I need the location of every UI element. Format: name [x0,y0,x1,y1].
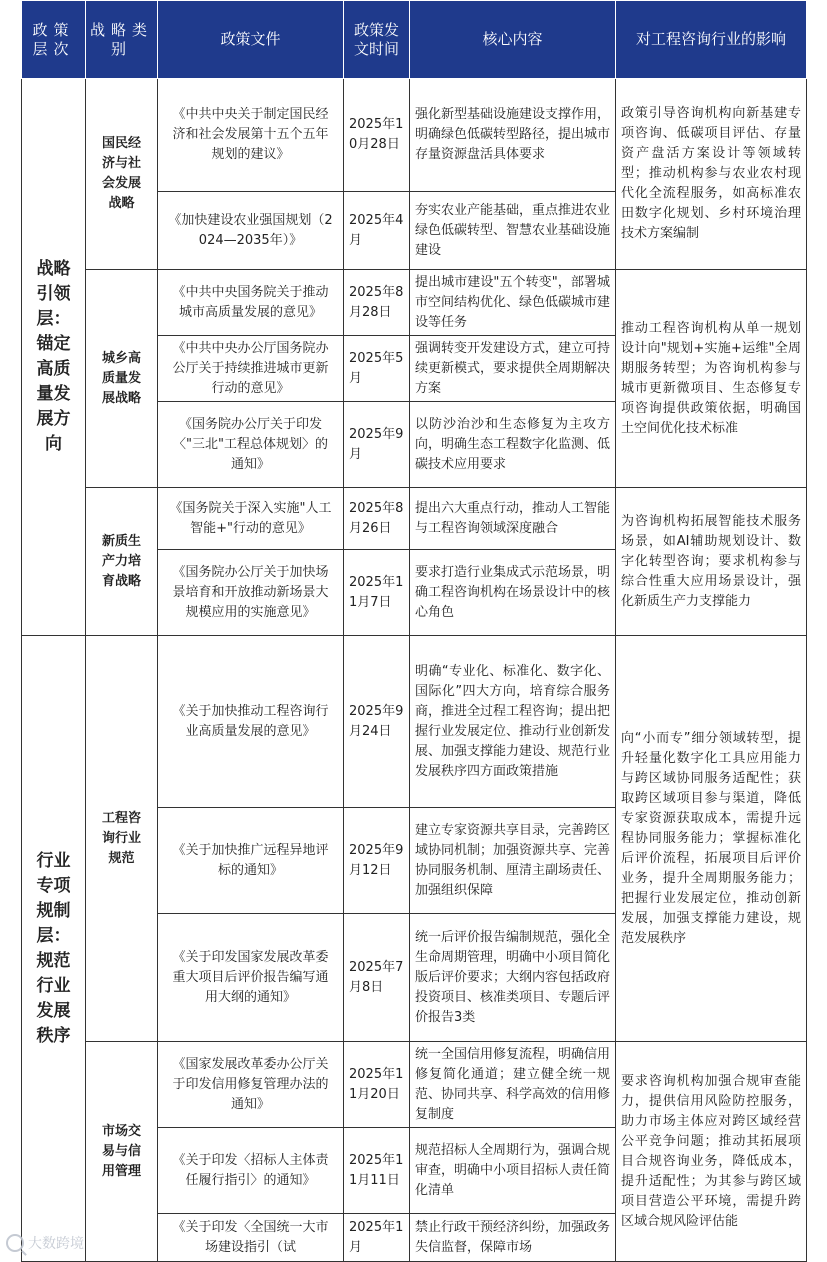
document-cell: 《关于加快推动工程咨询行业高质量发展的意见》 [158,636,344,808]
content-cell: 统一全国信用修复流程，明确信用修复简化通道；建立健全统一规范、协同共享、科学高效的信用修复制度 [410,1042,616,1128]
category-cell: 国民经济与社会发展战略 [86,79,158,270]
policy-level-cell: 战略引领层：锚定高质量发展方向 [22,79,86,636]
magnifier-logo-icon [6,1234,24,1252]
document-cell: 《关于加快推广远程异地评标的通知》 [158,808,344,914]
date-cell: 2025年8月26日 [344,488,410,550]
impact-cell: 政策引导咨询机构向新基建专项咨询、低碳项目评估、存量资产盘活方案设计等领域转型；推动机构参与农业农村现代化全流程服务，如高标准农田数字化规划、乡村环境治理技术方案编制 [616,79,807,270]
date-cell: 2025年11月11日 [344,1128,410,1214]
table-row [22,79,807,192]
content-cell: 规范招标人全周期行为，强调合规审查，明确中小项目招标人责任简化清单 [410,1128,616,1214]
document-cell: 《中共中央关于制定国民经济和社会发展第十五个五年规划的建议》 [158,79,344,192]
impact-cell: 推动工程咨询机构从单一规划设计向"规划+实施+运维"全周期服务转型；为咨询机构参与城市更新微项目、生态修复专项咨询提供政策依据，明确国土空间优化技术标准 [616,270,807,488]
document-cell: 《国务院关于深入实施"人工智能+"行动的意见》 [158,488,344,550]
date-cell: 2025年4月 [344,192,410,270]
category-cell: 城乡高质量发展战略 [86,270,158,488]
category-cell: 新质生产力培育战略 [86,488,158,636]
content-cell: 提出六大重点行动，推动人工智能与工程咨询领域深度融合 [410,488,616,550]
content-cell: 禁止行政干预经济纠纷，加强政务失信监督，保障市场 [410,1214,616,1262]
policy-table [21,0,807,1262]
document-cell: 《国务院办公厅关于印发〈"三北"工程总体规划〉的通知》 [158,402,344,488]
header-document: 政策文件 [158,1,344,79]
header-date: 政策发文时间 [344,1,410,79]
date-cell: 2025年9月 [344,402,410,488]
date-cell: 2025年7月8日 [344,914,410,1042]
date-cell: 2025年5月 [344,336,410,402]
table-header-row [22,1,807,79]
category-cell: 工程咨询行业规范 [86,636,158,1042]
document-cell: 《中共中央办公厅国务院办公厅关于持续推进城市更新行动的意见》 [158,336,344,402]
content-cell: 强调转变开发建设方式，建立可持续更新模式，要求提供全周期解决方案 [410,336,616,402]
document-cell: 《国务院办公厅关于加快场景培育和开放推动新场景大规模应用的实施意见》 [158,550,344,636]
impact-cell: 向“小而专”细分领域转型，提升轻量化数字化工具应用能力与跨区域协同服务适配性；获取跨区域项目参与渠道，降低专家资源获取成本，需提升远程协同服务能力；掌握标准化后评价流程，拓展项目后评价业务，提升全周期服务能力；把握行业发展定位，推动创新发展，加强支撑能力建设，规范发展秩序 [616,636,807,1042]
date-cell: 2025年11月7日 [344,550,410,636]
table-row [22,636,807,808]
content-cell: 强化新型基础设施建设支撑作用，明确绿色低碳转型路径，提出城市存量资源盘活具体要求 [410,79,616,192]
content-cell: 夯实农业产能基础，重点推进农业绿色低碳转型、智慧农业基础设施建设 [410,192,616,270]
header-content: 核心内容 [410,1,616,79]
date-cell: 2025年9月24日 [344,636,410,808]
date-cell: 2025年10月28日 [344,79,410,192]
document-cell: 《加快建设农业强国规划（2024—2035年）》 [158,192,344,270]
header-level: 政策层次 [22,1,86,79]
content-cell: 建立专家资源共享目录，完善跨区域协同机制；加强资源共享、完善协同服务机制、厘清主副场责任、加强组织保障 [410,808,616,914]
policy-level-cell: 行业专项规制层：规范行业发展秩序 [22,636,86,1262]
content-cell: 明确“专业化、标准化、数字化、国际化”四大方向，培育综合服务商，推进全过程工程咨询；提出把握行业发展定位、推动行业创新发展、加强支撑能力建设、规范行业发展秩序四方面政策措施 [410,636,616,808]
category-cell: 市场交易与信用管理 [86,1042,158,1262]
header-impact: 对工程咨询行业的影响 [616,1,807,79]
date-cell: 2025年1月 [344,1214,410,1262]
document-cell: 《中共中央国务院关于推动城市高质量发展的意见》 [158,270,344,336]
content-cell: 提出城市建设"五个转变"，部署城市空间结构优化、绿色低碳城市建设等任务 [410,270,616,336]
watermark-text: 大数跨境 [28,1236,84,1252]
impact-cell: 为咨询机构拓展智能技术服务场景，如AI辅助规划设计、数字化转型咨询；要求机构参与综合性重大应用场景设计，强化新质生产力支撑能力 [616,488,807,636]
content-cell: 统一后评价报告编制规范，强化全生命周期管理，明确中小项目简化版后评价要求；大纲内容包括政府投资项目、核准类项目、专题后评价报告3类 [410,914,616,1042]
table-row [22,1042,807,1128]
table-row [22,270,807,336]
document-cell: 《关于印发国家发展改革委重大项目后评价报告编写通用大纲的通知》 [158,914,344,1042]
document-cell: 《关于印发〈全国统一大市场建设指引（试 [158,1214,344,1262]
date-cell: 2025年8月28日 [344,270,410,336]
date-cell: 2025年11月20日 [344,1042,410,1128]
document-cell: 《国家发展改革委办公厅关于印发信用修复管理办法的通知》 [158,1042,344,1128]
watermark [6,1233,84,1253]
table-row [22,488,807,550]
content-cell: 以防沙治沙和生态修复为主攻方向，明确生态工程数字化监测、低碳技术应用要求 [410,402,616,488]
impact-cell: 要求咨询机构加强合规审查能力，提供信用风险防控服务，助力市场主体应对跨区域经营公平竞争问题；推动其拓展项目合规咨询业务，降低成本，提升适配性；为其参与跨区域项目营造公平环境，需提升跨区域合规风险评估能 [616,1042,807,1262]
header-category: 战略类别 [86,1,158,79]
document-cell: 《关于印发〈招标人主体责任履行指引〉的通知》 [158,1128,344,1214]
content-cell: 要求打造行业集成式示范场景，明确工程咨询机构在场景设计中的核心角色 [410,550,616,636]
date-cell: 2025年9月12日 [344,808,410,914]
